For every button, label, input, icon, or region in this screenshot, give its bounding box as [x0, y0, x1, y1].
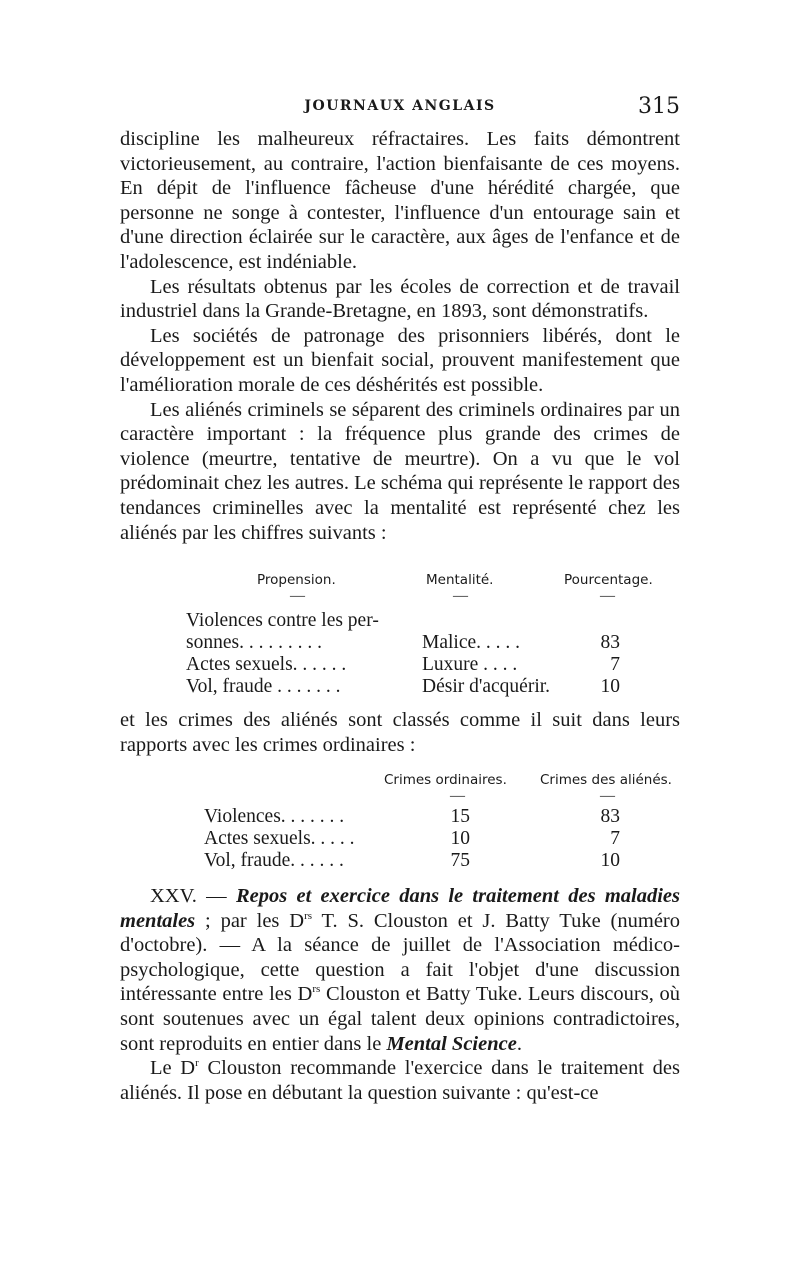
table-cell: Désir d'acquérir. [422, 676, 551, 697]
column-header: Propension. [257, 572, 336, 588]
table-cell: sonnes. . . . . . . . . [186, 632, 322, 653]
paragraph: Les sociétés de patronage des prisonniers libérés, dont le développement est un bienfait social, prouvent manifestement que l'amélioration morale de ces déshérités est possible. [120, 324, 680, 396]
text-block-middle [120, 708, 680, 757]
propension-table [120, 572, 680, 697]
section-number: XXV. — [150, 885, 227, 907]
text-run: Clouston recommande l'exercice dans le traitement des aliénés. Il pose en débutant la question suivante : qu'est-ce [120, 1057, 680, 1104]
superscript: rs [304, 909, 313, 922]
table-cell: Malice. . . . . [422, 632, 521, 653]
text-block-top [120, 127, 680, 545]
column-header: Crimes des aliénés. [540, 772, 672, 788]
paragraph: Les aliénés criminels se séparent des criminels ordinaires par un caractère important : la fréquence plus grande des crimes de violence (meurtre, tentative de meurtre). On a vu que le vol prédominait chez les autres. Le schéma qui représente le rapport des tendances criminelles avec la mentalité est représenté chez les aliénés par les chiffres suivants : [120, 398, 680, 544]
paragraph: et les crimes des aliénés sont classés comme il suit dans leurs rapports avec les crimes ordinaires : [120, 709, 680, 756]
text-block-bottom [120, 884, 680, 1105]
paragraph: Les résultats obtenus par les écoles de correction et de travail industriel dans la Grande-Bretagne, en 1893, sont démonstratifs. [120, 275, 680, 323]
journal-title: Mental Science [386, 1032, 517, 1055]
table-cell: 75 [450, 850, 470, 871]
article-title: Repos et exercice dans le traitement des maladies mentales [120, 885, 681, 932]
table-cell: Luxure . . . . [422, 654, 518, 675]
header-dash: — [450, 788, 465, 804]
column-header: Pourcentage. [564, 572, 653, 588]
table-cell: 10 [450, 828, 470, 849]
superscript: rs [312, 983, 321, 996]
text-run: ; par les D [205, 909, 305, 932]
header-dash: — [600, 788, 615, 804]
header-dash: — [600, 588, 615, 604]
text-run: Clouston et Batty Tuke. Leurs discours, où sont soutenues avec un égal talent deux opinions contradictoires, sont reproduits en entier dans le [120, 983, 680, 1055]
table-cell: 7 [610, 654, 620, 675]
running-title: JOURNAUX ANGLAIS [304, 98, 496, 114]
header-dash: — [453, 588, 468, 604]
superscript: r [195, 1057, 199, 1070]
table-cell: Violences. . . . . . . [204, 806, 345, 827]
paragraph: discipline les malheureux réfractaires. Les faits démontrent victorieusement, au contraire, l'action bienfaisante de ces moyens. En dépit de l'influence fâcheuse d'une hérédité chargée, que personne ne songe à contester, l'influence d'un entourage sain et d'une direction éclairée sur le caractère, aux âges de l'enfance et de l'adolescence, est indéniable. [120, 128, 680, 273]
text-run: Le D [150, 1057, 196, 1080]
table-cell: Violences contre les per- [186, 610, 379, 631]
text-run: T. S. Clouston et J. Batty Tuke (numéro d'octobre). — A la séance de juillet de l'Association médico-psychologique, cette question a fait l'objet d'une discussion intéressante entre les D [120, 909, 681, 1006]
paragraph-xxv [120, 884, 680, 1056]
table-cell: Vol, fraude. . . . . . [204, 850, 344, 871]
column-header: Mentalité. [426, 572, 494, 588]
table-cell: 83 [600, 806, 620, 827]
page-number: 315 [638, 94, 680, 119]
text-run: . [516, 1032, 522, 1055]
table-cell: 83 [600, 632, 620, 653]
table-cell: 10 [600, 676, 620, 697]
paragraph [120, 1056, 680, 1105]
table-cell: 10 [600, 850, 620, 871]
table-cell: Vol, fraude . . . . . . . [186, 676, 341, 697]
table-cell: Actes sexuels. . . . . . [186, 654, 347, 675]
column-header: Crimes ordinaires. [384, 772, 507, 788]
header-dash: — [290, 588, 305, 604]
table-cell: 7 [610, 828, 620, 849]
crimes-table [120, 770, 680, 870]
table-cell: Actes sexuels. . . . . [204, 828, 355, 849]
table-cell: 15 [450, 806, 470, 827]
running-head [120, 94, 680, 118]
